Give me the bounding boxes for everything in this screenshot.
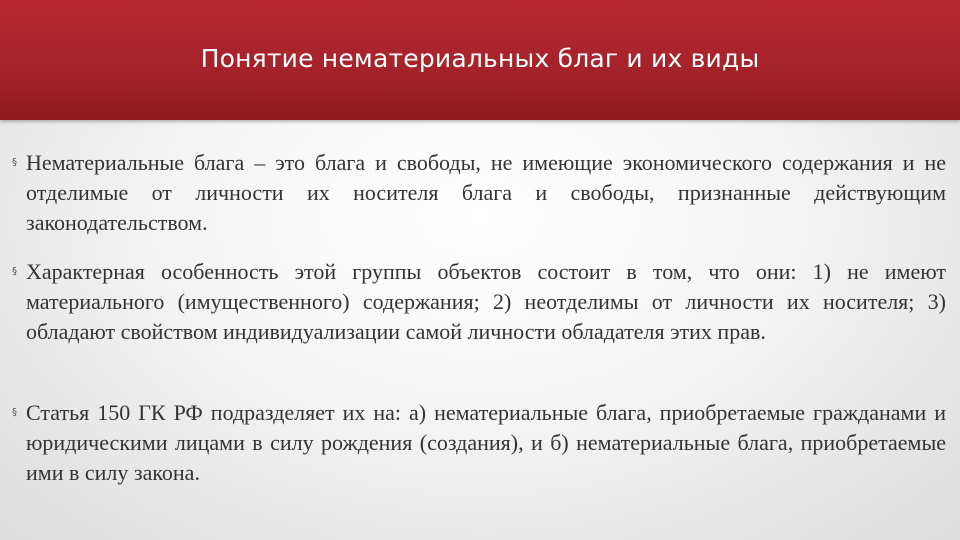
bullet-text: Характерная особенность этой группы объектов состоит в том, что они: 1) не имеют материального (имущественного) содержания; 2) неотделимы от личности их носителя; 3) обладают свойством индивидуализации самой личности обладателя этих прав. [26,259,946,344]
title-bar [0,0,960,120]
bullet-text: Статья 150 ГК РФ подразделяет их на: а) нематериальные блага, приобретаемые гражданами и юридическими лицами в силу рождения (создания), и б) нематериальные блага, приобретаемые ими в силу закона. [26,400,946,485]
bullet-item-3 [12,398,946,488]
bullet-marker-icon: § [12,407,17,418]
bullet-item-2 [12,257,946,347]
slide-title: Понятие нематериальных благ и их виды [200,44,760,73]
bullet-item-1 [12,148,946,238]
bullet-text: Нематериальные блага – это блага и свободы, не имеющие экономического содержания и не отделимые от личности их носителя блага и свободы, признанные действующим законодательством. [26,150,946,235]
bullet-marker-icon: § [12,157,17,168]
bullet-marker-icon: § [12,266,17,277]
